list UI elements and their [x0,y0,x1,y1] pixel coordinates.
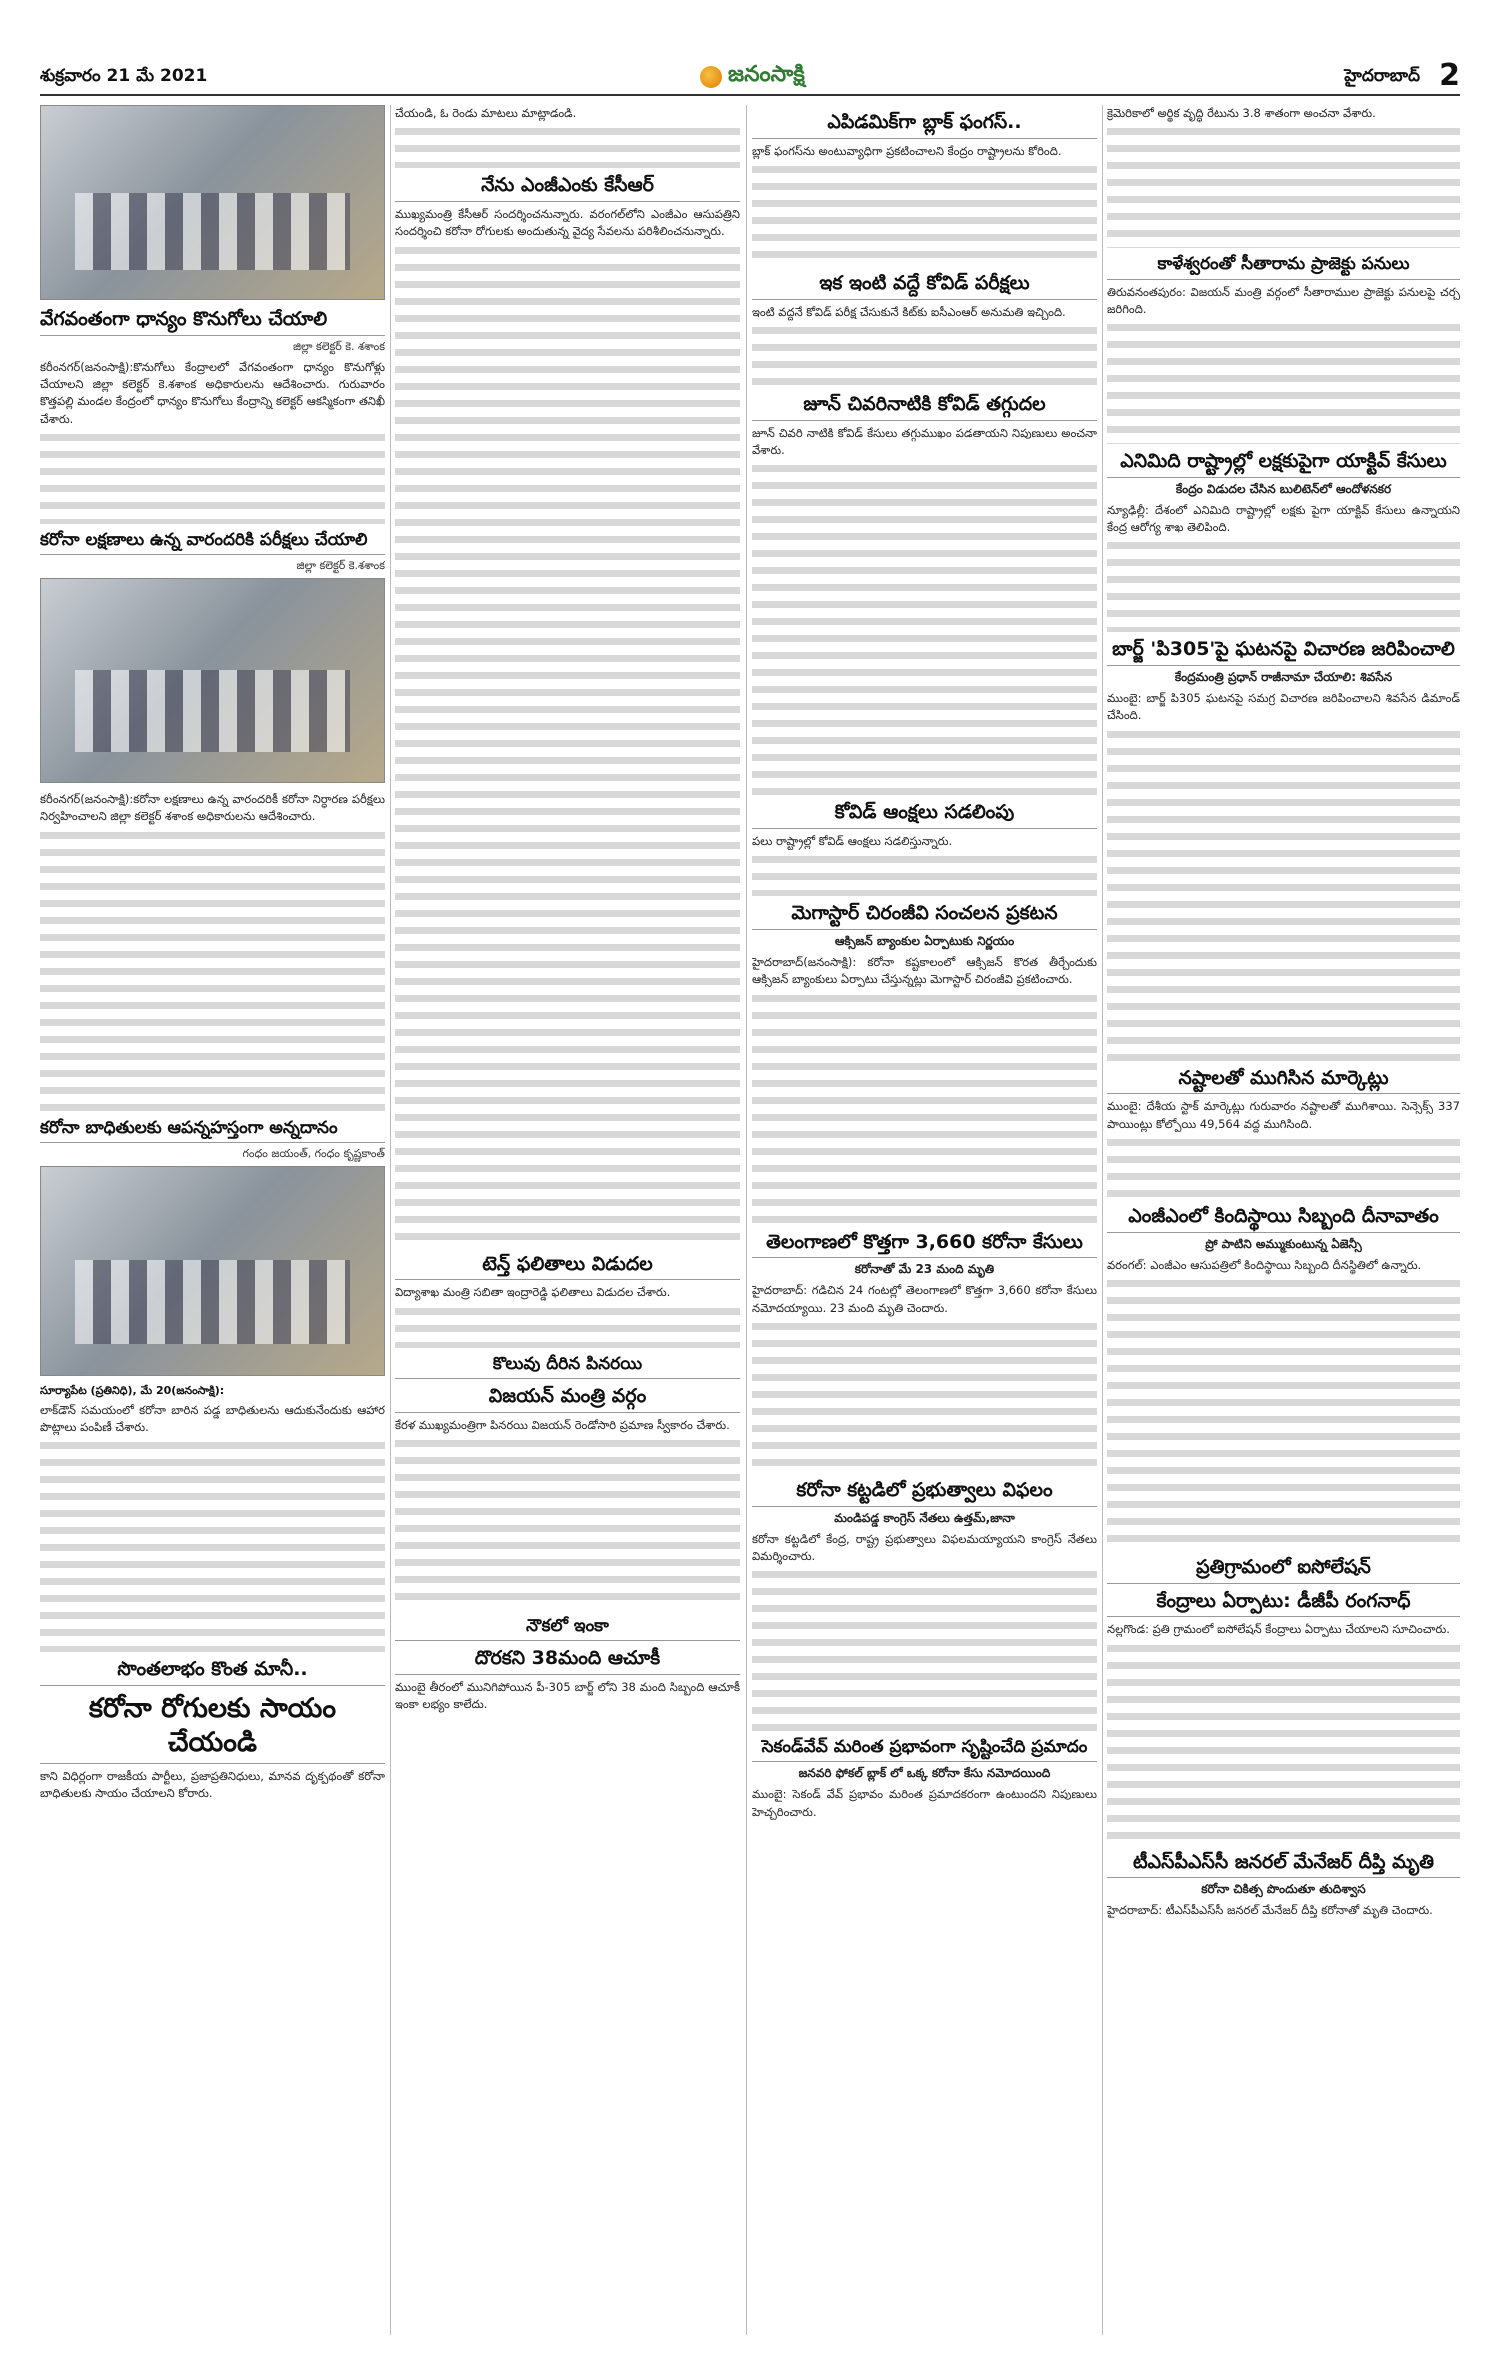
article-body-continued [395,1440,740,1610]
article-body-continued [395,128,740,168]
article-headline: జూన్ చివరినాటికి కోవిడ్ తగ్గుదల [752,393,1097,421]
article-headline: వేగవంతంగా ధాన్యం కొనుగోలు చేయాలి [40,308,385,336]
article-body-continued [752,1323,1097,1473]
article-body-continued [752,465,1097,795]
article-body-continued [40,434,385,524]
article-body: హైదరాబాద్: గడిచిన 24 గంటల్లో తెలంగాణలో కొత్తగా 3,660 కరోనా కేసులు నమోదయ్యాయి. 23 మంది మృతి చెందారు. [752,1283,1097,1315]
article-kicker: సొంతలాభం కొంత మానీ.. [40,1658,385,1686]
article-byline: జిల్లా కలెక్టర్ కె.శశాంక [296,559,385,572]
article-body-continued [1107,542,1460,632]
article-kicker: నౌకలో ఇంకా [395,1616,740,1641]
article-body-continued [752,856,1097,896]
article-subheadline: కేంద్రమంత్రి ప్రధాన్ రాజీనామా చేయాలి: శివసేన [1174,670,1393,684]
article-headline: కాళేశ్వరంతో సీతారామ ప్రాజెక్టు పనులు [1107,254,1460,279]
article-byline: జిల్లా కలెక్టర్ కె. శశాంక [292,339,385,353]
article-headline: సెకండ్‌వేవ్ మరింత ప్రభావంగా సృష్టించేది ప్రమాదం [752,1737,1097,1762]
article-subheadline: కరోనాతో మే 23 మంది మృతి [854,1262,995,1277]
column-divider [746,105,747,2335]
article-body: ముంబై: సెకండ్ వేవ్ ప్రభావం మరింత ప్రమాదకరంగా ఉంటుందని నిపుణులు హెచ్చరించారు. [752,1787,1097,1819]
article-subheadline: కరోనా చికిత్స పొందుతూ తుదిశ్వాస [1201,1882,1366,1897]
newspaper-brand [700,62,805,92]
article-kicker: కొలువు దీరిన పినరయి [395,1354,740,1379]
article-body: ముంబై: దేశీయ స్టాక్ మార్కెట్లు గురువారం నష్టాలతో ముగిశాయి. సెన్సెక్స్ 337 పాయింట్లు కోల్పోయి 49,564 వద్ద ముగిసింది. [1107,1099,1460,1131]
article-body: పలు రాష్ట్రాల్లో కోవిడ్ ఆంక్షలు సడలిస్తున్నారు. [752,834,953,848]
column-4 [1107,105,1460,2340]
article-headline: కేంద్రాలు ఏర్పాటు: డీజీపీ రంగనాధ్ [1107,1590,1460,1618]
article-headline: కరోనా కట్టడిలో ప్రభుత్వాలు విఫలం [752,1479,1097,1507]
column-1 [40,105,385,2340]
article-body: బ్లాక్ ఫంగస్‌ను అంటువ్యాధిగా ప్రకటించాలని కేంద్రం రాష్ట్రాలను కోరింది. [752,143,1062,158]
article-body-continued [752,327,1097,387]
article-headline: టీఎస్‌పీఎస్‌సీ జనరల్ మేనేజర్ దీప్తి మృతి [1107,1851,1460,1879]
article-subheadline: జనవరి ఫోకల్ బ్లాక్ లో ఒక్క కరోనా కేసు నమోదయింది [798,1766,1051,1781]
article-body-continued [1107,731,1460,1061]
article-body: విద్యాశాఖ మంత్రి సబితా ఇంద్రారెడ్డి ఫలితాలు విడుదల చేశారు. [395,1285,671,1300]
article-body: తిరువనంతపురం: విజయన్ మంత్రి వర్గంలో సీతారాముల ప్రాజెక్టు పనులపై చర్చ జరిగింది. [1107,284,1460,316]
article-body-continued [40,832,385,1112]
article-subheadline: కేంద్రం విడుదల చేసిన బులిటెన్‌లో ఆందోళనకర [1175,481,1392,496]
article-headline: కరోనా లక్షణాలు ఉన్న వారందరికి పరీక్షలు చేయాలి [40,530,385,555]
article-subheadline: మండిపడ్డ కాంగ్రెస్ నేతలు ఉత్తమ్,జానా [834,1510,1015,1525]
article-body: ముఖ్యమంత్రి కేసీఆర్ సందర్శించనున్నారు. వరంగల్‌లోని ఎంజీఎం ఆసుపత్రిని సందర్శించి కరోనా రోగులకు అందుతున్న వైద్య సేవలను పరిశీలించనున్నారు. [395,207,740,239]
article-body: కాని విధిర్లంగా రాజకీయ పార్టీలు, ప్రజాప్రతినిధులు, మానవ దృక్పథంతో కరోనా బాధితులకు సాయం చేయాలని కోరారు. [40,1768,385,1800]
article-body: క్రెమెరికాలో అర్థిక వృద్ధి రేటును 3.8 శాతంగా అంచనా వేశారు. [1107,106,1376,120]
article-body-continued [395,247,740,1247]
article-body: న్యూఢిల్లీ: దేశంలో ఎనిమిది రాష్ట్రాల్లో లక్షకు పైగా యాక్టివ్ కేసులు ఉన్నాయని కేంద్ర ఆరోగ్య శాఖ తెలిపింది. [1107,502,1460,534]
article-body: ఇంటి వద్దనే కోవిడ్ పరీక్ష చేసుకునే కిట్‌కు ఐసీఎంఆర్ అనుమతి ఇచ్చింది. [752,304,1066,319]
article-headline: తెలంగాణలో కొత్తగా 3,660 కరోనా కేసులు [752,1231,1097,1259]
page-number: 2 [1439,58,1460,93]
article-subheadline: ఆక్సిజన్ బ్యాంకుల ఏర్పాటుకు నిర్ణయం [834,934,1015,948]
article-body: హైదరాబాద్: టీఎస్‌పీఎస్‌సీ జనరల్ మేనేజర్ దీప్తి కరోనాతో మృతి చెందారు. [1107,1903,1433,1918]
article-headline: ఎంజీఎంలో కిందిస్థాయి సిబ్బంది దీనావాతం [1107,1205,1460,1233]
article-headline: కరోనా బాధితులకు ఆపన్నహస్తంగా అన్నదానం [40,1118,385,1143]
issue-date: శుక్రవారం 21 మే 2021 [40,66,208,86]
article-body: చేయండి, ఓ రెండు మాటలు మాట్లాడండి. [395,106,577,120]
article-body: కరీంనగర్(జనంసాక్షి):కరోనా లక్షణాలు ఉన్న వారందరికీ కరోనా నిర్ధారణ పరీక్షలు నిర్వహించాలని జిల్లా కలెక్టర్ శశాంక అధికారులను ఆదేశించారు. [40,792,385,824]
article-body: ముంబై తీరంలో మునిగిపోయిన పీ-305 బార్జ్ లోని 38 మంది సిబ్బంది ఆచూకీ ఇంకా లభ్యం కాలేదు. [395,1679,740,1711]
article-headline: టెన్త్ ఫలితాలు విడుదల [395,1253,740,1281]
article-body-continued [752,166,1097,266]
column-2 [395,105,740,2340]
news-photo-grain-inspection [40,105,385,300]
article-headline: కరోనా రోగులకు సాయం చేయండి [40,1692,385,1764]
article-body: ముంబై: బార్జ్ పి305 ఘటనపై సమగ్ర విచారణ జరిపించాలని శివసేన డిమాండ్ చేసింది. [1107,691,1460,723]
article-body-continued [1107,1280,1460,1550]
article-body-continued [40,1442,385,1652]
article-headline: నేను ఎంజీఎంకు కేసీఆర్ [395,174,740,202]
article-headline: బార్జ్ 'పి305'పై ఘటనపై విచారణ జరిపించాలి [1107,638,1460,666]
article-body-continued [1107,1139,1460,1199]
article-headline: దొరకని 38మంది ఆచూకీ [395,1647,740,1675]
article-headline: ఎపిడమిక్‌గా బ్లాక్ ఫంగస్.. [752,111,1097,139]
article-body-continued [752,995,1097,1225]
news-photo-collector-visit [40,578,385,783]
article-body-continued [1107,1645,1460,1845]
masthead [40,60,1460,96]
article-body: హైదరాబాద్(జనంసాక్షి): కరోనా కష్టకాలంలో ఆక్సిజన్ కొరత తీర్చేందుకు ఆక్సిజన్ బ్యాంకులు ఏర్పాటు చేస్తున్నట్లు మెగాస్టార్ చిరంజీవి ప్రకటించారు. [752,955,1097,987]
article-subheadline: ప్రో పాటిని అమ్ముకుంటున్న ఏజెన్సీ [1205,1236,1362,1251]
article-body: కరోనా కట్టడిలో కేంద్ర, రాష్ట్ర ప్రభుత్వాలు విఫలమయ్యాయని కాంగ్రెస్ నేతలు విమర్శించారు. [752,1531,1097,1563]
article-body: వరంగల్: ఎంజీఎం ఆసుపత్రిలో కిందిస్థాయి సిబ్బంది దీనస్థితిలో ఉన్నారు. [1107,1257,1422,1272]
article-body: జూన్ చివరి నాటికి కోవిడ్ కేసులు తగ్గుముఖం పడతాయని నిపుణులు అంచనా వేశారు. [752,425,1097,457]
article-body: లాక్‌డౌన్ సమయంలో కరోనా బారిన పడ్డ బాధితులను ఆదుకునేందుకు ఆహార పొట్లాలు పంపిణీ చేశారు. [40,1402,385,1434]
article-body: కరీంనగర్(జనంసాక్షి):కొనుగోలు కేంద్రాలలో వేగవంతంగా ధాన్యం కొనుగోళ్లు చేయాలని జిల్లా కలెక్టర్ కె.శశాంక అధికారులను ఆదేశించారు. గురువారం కొత్తపల్లి మండల కేంద్రంలో ధాన్యం కొనుగోలు కేంద్రాన్ని కలెక్టర్ ఆకస్మికంగా తనిఖీ చేశారు. [40,359,385,426]
column-divider [1102,105,1103,2335]
news-photo-food-distribution [40,1166,385,1376]
article-headline: నష్టాలతో ముగిసిన మార్కెట్లు [1107,1067,1460,1095]
article-body-continued [395,1308,740,1348]
column-divider [390,105,391,2335]
article-headline: మెగాస్టార్ చిరంజీవి సంచలన ప్రకటన [752,902,1097,930]
article-body-continued [1107,128,1460,248]
article-dateline: సూర్యాపేట (ప్రతినిధి), మే 20(జనంసాక్షి): [40,1383,225,1397]
edition-city: హైదరాబాద్ [1344,66,1420,86]
column-3 [752,105,1097,2340]
article-body: కేరళ ముఖ్యమంత్రిగా పినరయి విజయన్ రెండోసారి ప్రమాణ స్వీకారం చేశారు. [395,1417,730,1432]
article-body: నల్లగొండ: ప్రతి గ్రామంలో ఐసోలేషన్ కేంద్రాలు ఏర్పాటు చేయాలని సూచించారు. [1107,1622,1450,1637]
article-headline: కోవిడ్ ఆంక్షలు సడలింపు [752,801,1097,829]
article-headline: ఎనిమిది రాష్ట్రాల్లో లక్షకుపైగా యాక్టివ్ కేసులు [1107,450,1460,478]
article-kicker: ప్రతిగ్రామంలో ఐసోలేషన్ [1107,1556,1460,1584]
article-headline: ఇక ఇంటి వద్దే కోవిడ్ పరీక్షలు [752,272,1097,300]
article-headline: విజయన్ మంత్రి వర్గం [395,1385,740,1413]
article-body-continued [1107,324,1460,444]
article-byline: గంధం జయంత్, గంధం కృష్ణకాంత్ [242,1146,385,1160]
article-body-continued [752,1571,1097,1731]
sun-logo-icon [700,66,722,88]
brand-name: జనంసాక్షి [728,62,805,87]
